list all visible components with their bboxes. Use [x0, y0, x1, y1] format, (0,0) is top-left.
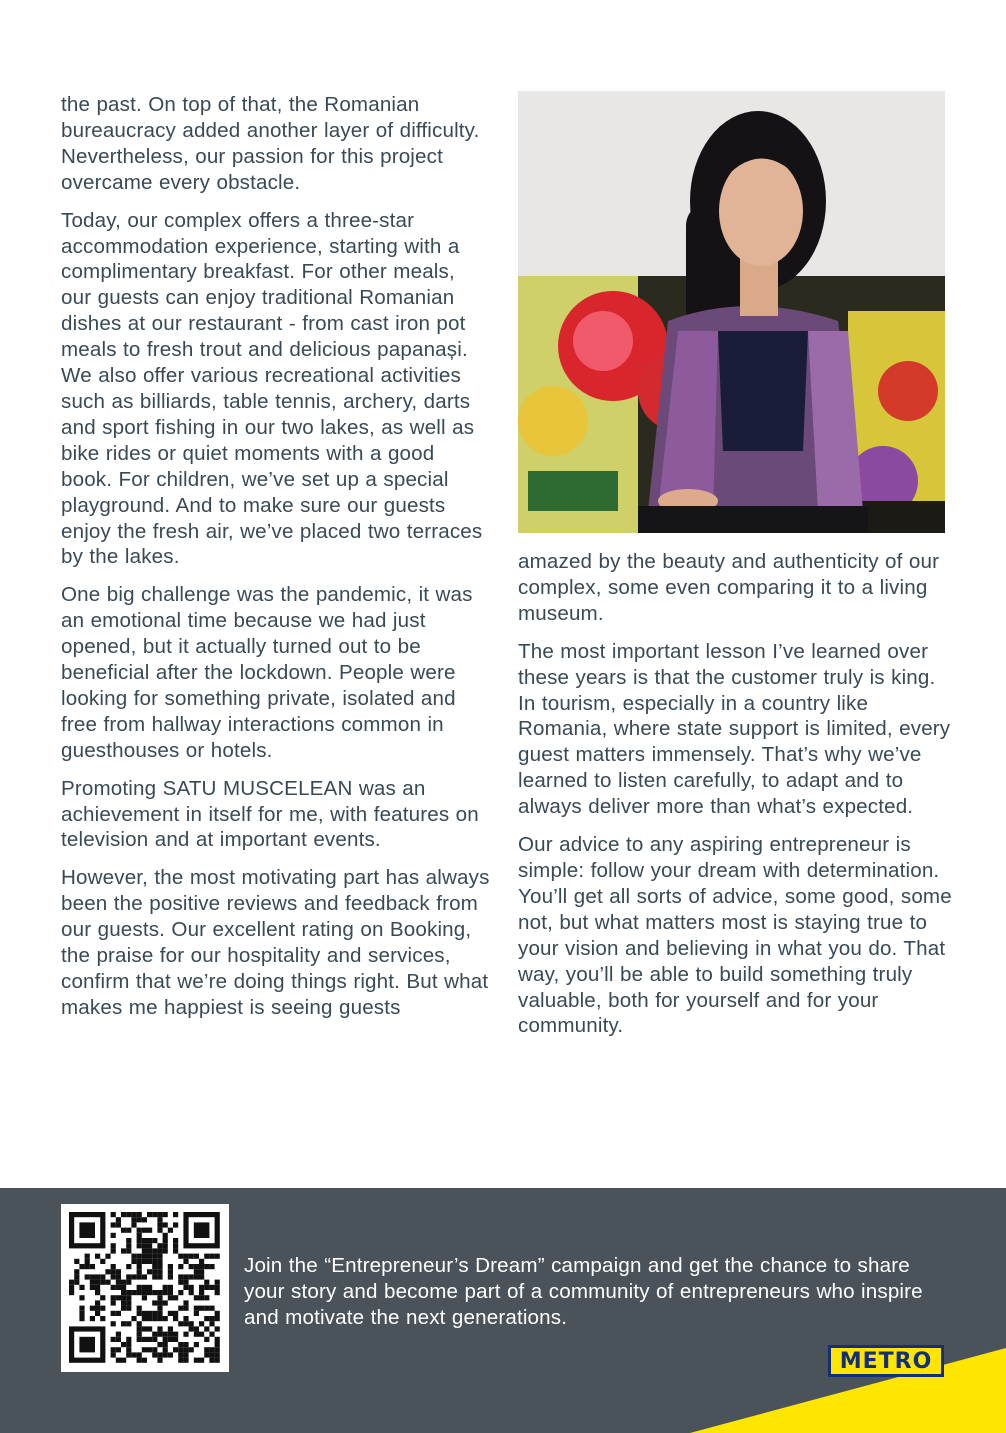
paragraph: Today, our complex offers a three-star accommodation experience, starting with a complimentary breakfast. For other meals, our guests can enjoy traditional Romanian dishes at our restaurant - from cast iron pot meals to fresh trout and delicious papanași. We also offer various recreational activities such as billiards, table tennis, archery, darts and sport fishing in our two lakes, as well as bike rides or quiet moments with a good book. For children, we’ve set up a special playground. And to make sure our guests enjoy the fresh air, we’ve placed two terraces by the lakes.	[61, 208, 483, 569]
paragraph: amazed by the beauty and authenticity of our complex, some even comparing it to a living museum.	[518, 550, 940, 625]
qr-code-icon[interactable]	[61, 1204, 229, 1372]
logo-text: METRO	[839, 1348, 933, 1374]
paragraph: the past. On top of that, the Romanian bureaucracy added another layer of difficulty. Nevertheless, our passion for this project overcame every obstacle.	[61, 93, 480, 194]
campaign-footer	[0, 1188, 1006, 1433]
paragraph: One big challenge was the pandemic, it was an emotional time because we had just opened, but it actually turned out to be beneficial after the lockdown. People were looking for something private, isolated and free from hallway interactions common in guesthouses or hotels.	[61, 583, 473, 762]
article-column-left	[61, 92, 491, 1033]
paragraph: Our advice to any aspiring entrepreneur is simple: follow your dream with determination. You’ll get all sorts of advice, some good, some not, but what matters most is staying true to your vision and believing in what you do. That way, you’ll be able to build something truly valuable, both for yourself and for your community.	[518, 833, 952, 1038]
portrait-photo	[518, 91, 945, 533]
paragraph: Promoting SATU MUSCELEAN was an achievement in itself for me, with features on television and at important events.	[61, 776, 479, 852]
paragraph: However, the most motivating part has always been the positive reviews and feedback from our guests. Our excellent rating on Booking, the praise for our hospitality and services, confirm that we’re doing things right. But what makes me happiest is seeing guests	[61, 866, 490, 1019]
article-column-right	[518, 549, 958, 1051]
metro-logo	[828, 1345, 944, 1377]
paragraph: The most important lesson I’ve learned over these years is that the customer truly is king. In tourism, especially in a country like Romania, where state support is limited, every guest matters immensely. That’s why we’ve learned to listen carefully, to adapt and to always deliver more than what’s expected.	[518, 639, 951, 819]
campaign-text: Join the “Entrepreneur’s Dream” campaign and get the chance to share your story and become part of a community of entrepreneurs who inspire and motivate the next generations.	[244, 1254, 923, 1329]
